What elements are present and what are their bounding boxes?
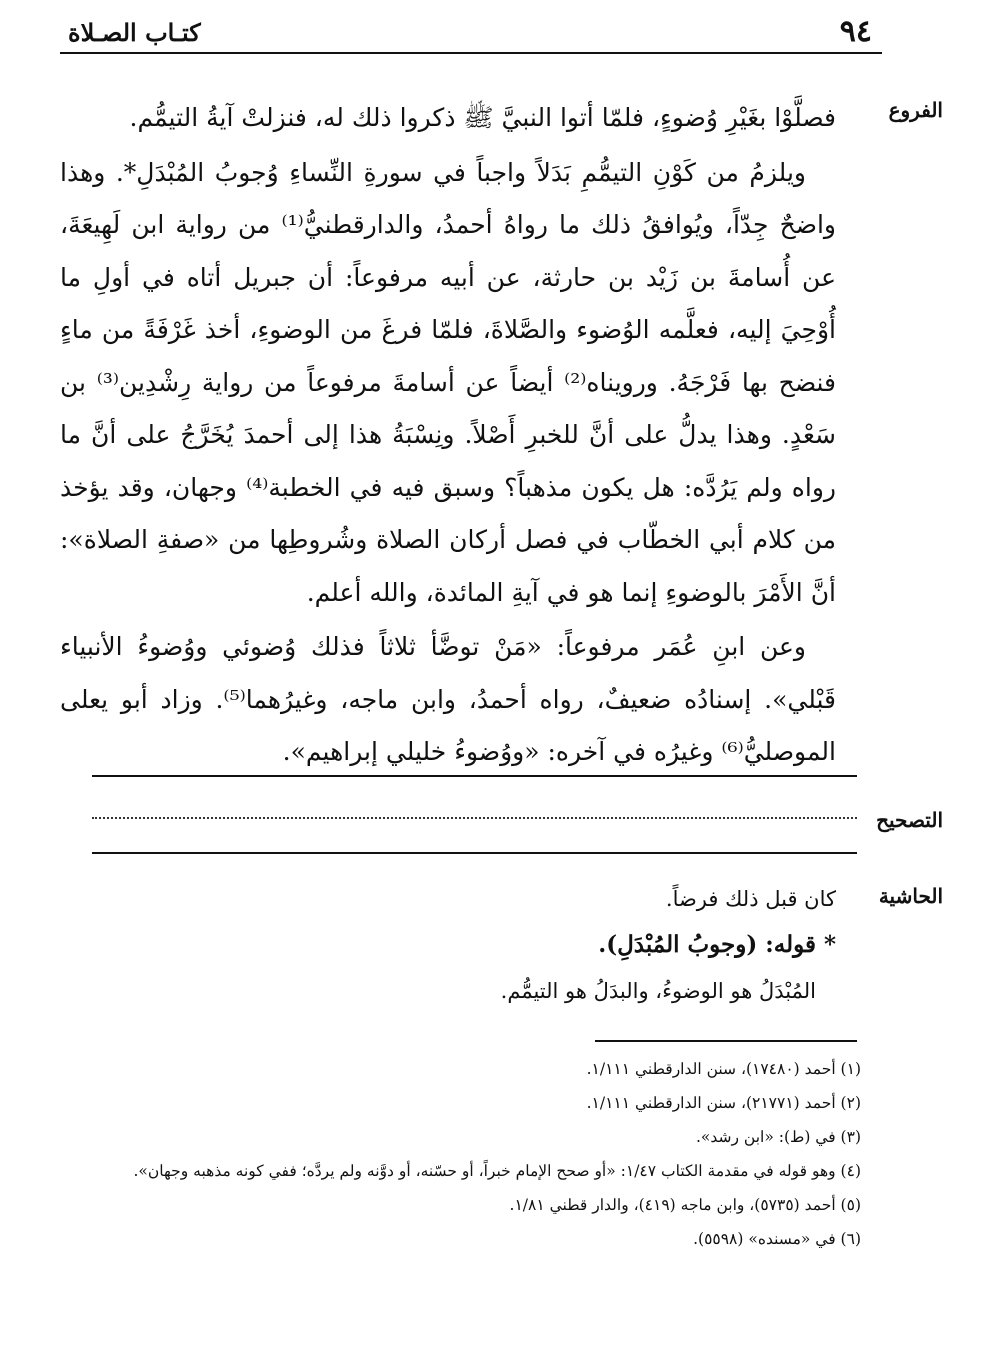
footnote-separator bbox=[595, 1040, 857, 1042]
footnote-5: (٥) أحمد (٥٧٣٥)، وابن ماجه (٤١٩)، والدار قطني ١/٨١. bbox=[509, 1196, 861, 1214]
paragraph-2: ويلزمُ من كَوْنِ التيمُّمِ بَدَلاً واجباً في سورةِ النِّساءِ وُجوبُ المُبْدَلِ*. وهذا واضحٌ جِدّاً، ويُوافقُ ذلك ما رواهُ أحمدُ، والدارقطنيُّ⁽¹⁾ من رواية ابن لَهِيعَةَ، عن أُسامةَ بن زَيْد بن حارثة، عن أبيه مرفوعاً: أن جبريل أتاه في أولِ ما أُوْحِيَ إليه، فعلَّمه الوُضوء والصَّلاةَ، فلمّا فرغَ من الوضوءِ، أخذ غَرْفَةً من ماءٍ فنضح بها فَرْجَهُ. ورويناه⁽²⁾ أيضاً عن أسامةَ مرفوعاً من رواية رِشْدِين⁽³⁾ بن سَعْدٍ. وهذا يدلُّ على أنَّ للخبرِ أَصْلاً. ونِسْبَةُ هذا إلى أحمدَ يُخَرَّجُ على أنَّ ما رواه ولم يَرُدَّه: هل يكون مذهباً؟ وسبق فيه في الخطبة⁽⁴⁾ وجهان، وقد يؤخذ من كلام أبي الخطّاب في فصل أركان الصلاة وشُروطِها من «صفةِ الصلاة»: أنَّ الأَمْرَ بالوضوءِ إنما هو في آيةِ المائدة، والله أعلم. bbox=[60, 157, 837, 607]
side-label-furu: الفروع bbox=[888, 98, 943, 122]
hashiya-line-3: المُبْدَلُ هو الوضوءُ، والبدَلُ هو التيمُّم. bbox=[500, 979, 816, 1003]
footnote-1: (١) أحمد (١٧٤٨٠)، سنن الدارقطني ١/١١١. bbox=[586, 1060, 861, 1078]
footnotes bbox=[60, 1052, 861, 1256]
footnote-6: (٦) في «مسنده» (٥٥٩٨). bbox=[693, 1230, 861, 1248]
tashih-bottom-rule bbox=[92, 852, 857, 854]
hashiya-line-2: * قوله: (وجوبُ المُبْدَلِ). bbox=[598, 931, 836, 958]
paragraph-1: فصلَّوْا بغَيْرِ وُضوءٍ، فلمّا أتوا النبيَّ ﷺ ذكروا ذلك له، فنزلتْ آيةُ التيمُّم. bbox=[129, 103, 836, 132]
page-number: ٩٤ bbox=[839, 14, 872, 49]
footnote-4: (٤) وهو قوله في مقدمة الكتاب ١/٤٧: «أو صحح الإمام خبراً، أو حسّنه، أو دوَّنه ولم يردَّه؛ ففي كونه مذهبه وجهان». bbox=[133, 1162, 861, 1180]
hashiya-section bbox=[80, 876, 836, 1014]
tashih-top-rule bbox=[92, 775, 857, 777]
page-header bbox=[60, 10, 882, 54]
footnote-2: (٢) أحمد (٢١٧٧١)، سنن الدارقطني ١/١١١. bbox=[586, 1094, 861, 1112]
main-text bbox=[60, 92, 836, 779]
side-label-hashiya: الحاشية bbox=[878, 884, 943, 908]
side-label-tashih: التصحيح bbox=[876, 808, 943, 832]
hashiya-line-1: كان قبل ذلك فرضاً. bbox=[665, 887, 836, 911]
tashih-dotted-line bbox=[92, 817, 857, 819]
footnote-3: (٣) في (ط): «ابن رشد». bbox=[695, 1128, 861, 1146]
paragraph-3: وعن ابنِ عُمَر مرفوعاً: «مَنْ توضَّأ ثلاثاً فذلك وُضوئي ووُضوءُ الأنبياء قَبْلي». إسنادُه ضعيفٌ، رواه أحمدُ، وابن ماجه، وغيرُهما⁽⁵⁾. وزاد أبو يعلى الموصليُّ⁽⁶⁾ وغيرُه في آخره: «ووُضوءُ خليلي إبراهيم». bbox=[60, 632, 836, 766]
book-title: كتـاب الصـلاة bbox=[68, 18, 201, 47]
